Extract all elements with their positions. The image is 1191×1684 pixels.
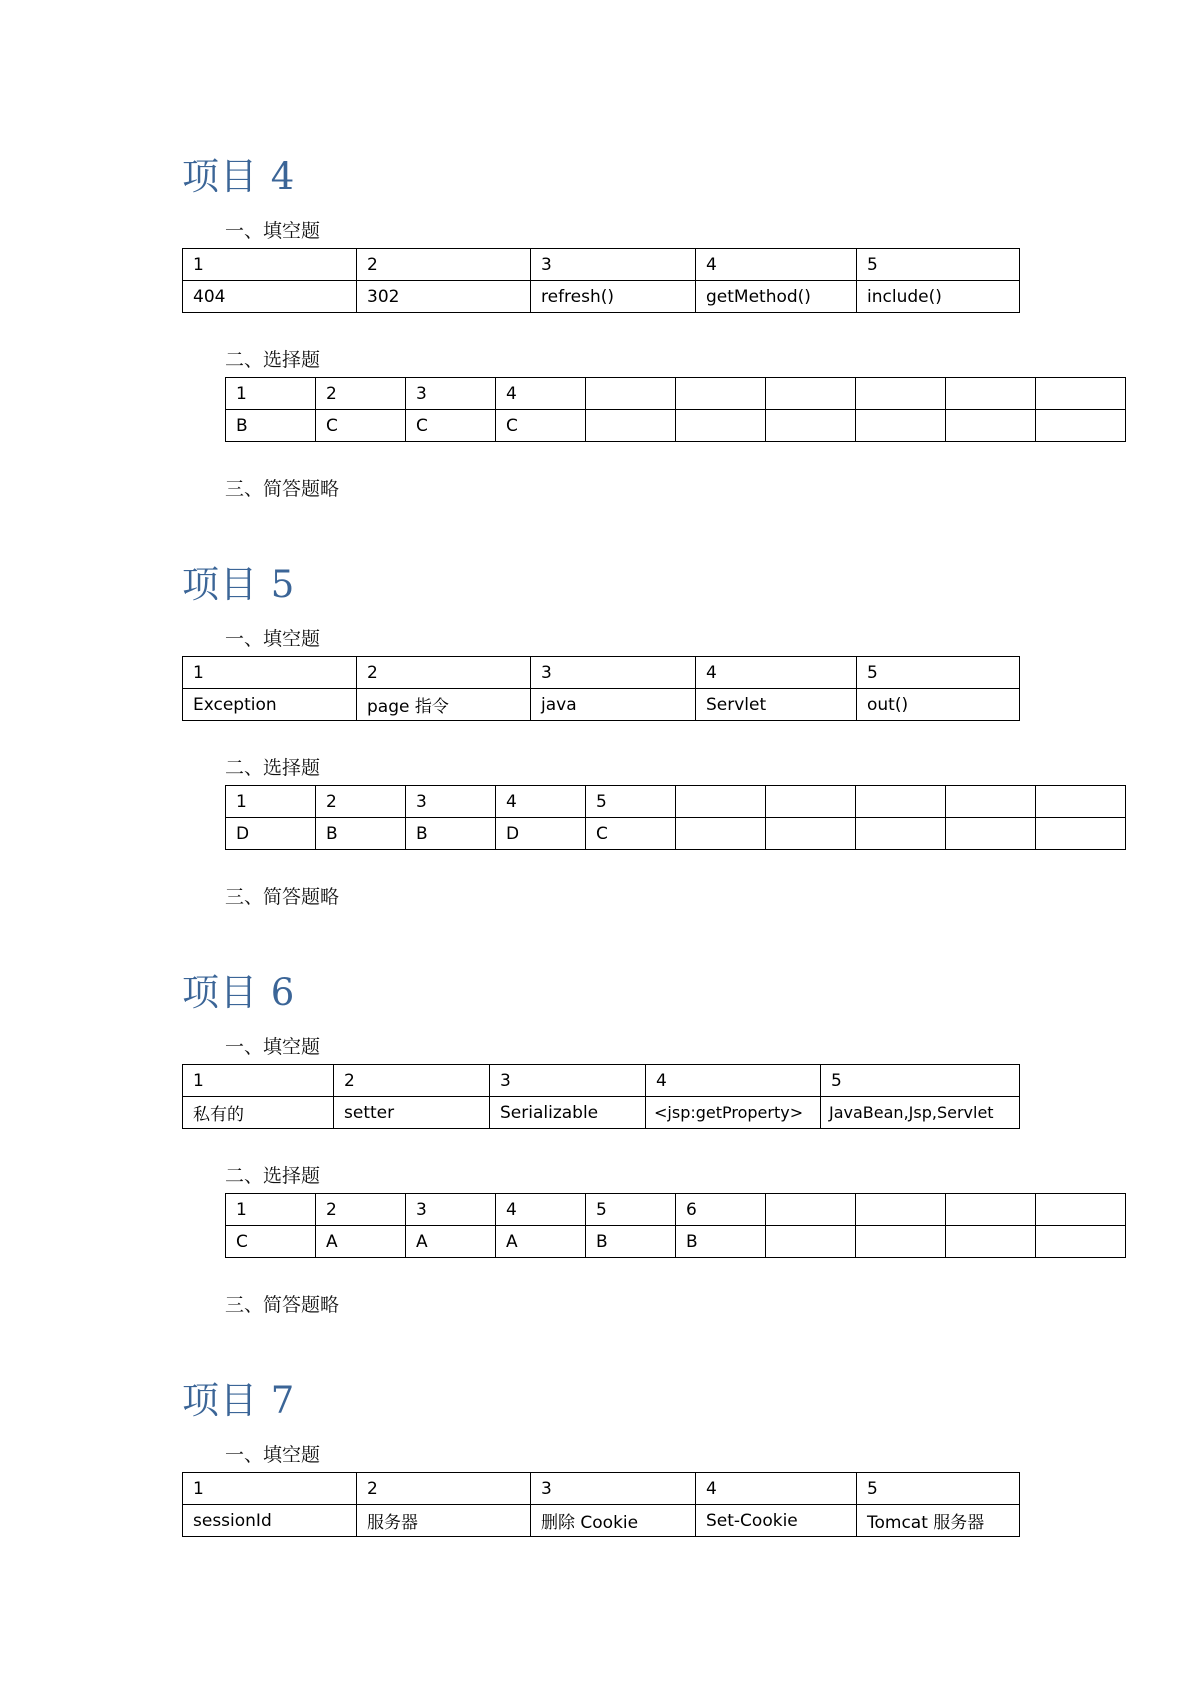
fill-blank-table — [182, 656, 1020, 721]
multiple-choice-table — [225, 377, 1126, 442]
table-row — [183, 1065, 1020, 1097]
table-cell: 私有的 — [183, 1097, 334, 1129]
table-cell: A — [406, 1226, 496, 1258]
project-6-title: 项目 6 — [182, 971, 296, 1014]
table-cell: D — [226, 818, 316, 850]
table-cell — [1036, 818, 1126, 850]
table-cell: getMethod() — [696, 281, 857, 313]
table-cell — [586, 378, 676, 410]
table-row — [183, 249, 1020, 281]
table-cell: 1 — [226, 1194, 316, 1226]
table-cell: 4 — [696, 249, 857, 281]
table-row — [226, 786, 1126, 818]
table-cell: 4 — [496, 1194, 586, 1226]
table-cell — [946, 410, 1036, 442]
table-cell — [856, 786, 946, 818]
table-cell: 1 — [183, 249, 357, 281]
table-cell: B — [406, 818, 496, 850]
table-cell: 3 — [531, 657, 696, 689]
short-answer-label: 三、简答题略 — [225, 1294, 340, 1316]
table-cell — [766, 378, 856, 410]
table-cell: B — [586, 1226, 676, 1258]
table-cell: sessionId — [183, 1505, 357, 1537]
table-cell — [856, 410, 946, 442]
multiple-choice-table — [225, 1193, 1126, 1258]
table-cell: 2 — [357, 657, 531, 689]
table-cell — [856, 378, 946, 410]
project-7-title: 项目 7 — [182, 1379, 296, 1422]
table-cell — [1036, 378, 1126, 410]
table-cell: 1 — [183, 1473, 357, 1505]
table-cell — [856, 1194, 946, 1226]
table-cell: Serializable — [490, 1097, 646, 1129]
fill-blank-table — [182, 248, 1020, 313]
table-cell — [946, 378, 1036, 410]
table-cell — [676, 818, 766, 850]
short-answer-label: 三、简答题略 — [225, 886, 340, 908]
table-cell: A — [316, 1226, 406, 1258]
table-cell: Exception — [183, 689, 357, 721]
fill-blank-table — [182, 1472, 1020, 1537]
table-cell: B — [316, 818, 406, 850]
table-cell: out() — [857, 689, 1020, 721]
table-cell: JavaBean,Jsp,Servlet — [821, 1097, 1020, 1129]
table-row — [183, 1473, 1020, 1505]
table-row — [183, 689, 1020, 721]
table-cell — [1036, 1194, 1126, 1226]
table-row — [183, 281, 1020, 313]
table-cell: Tomcat 服务器 — [857, 1505, 1020, 1537]
table-cell: 2 — [316, 786, 406, 818]
table-row — [226, 1194, 1126, 1226]
table-cell: A — [496, 1226, 586, 1258]
table-cell: 302 — [357, 281, 531, 313]
table-cell: B — [226, 410, 316, 442]
table-cell: 1 — [226, 378, 316, 410]
project-4-title: 项目 4 — [182, 155, 296, 198]
table-cell — [946, 818, 1036, 850]
table-cell — [766, 1226, 856, 1258]
table-cell: 删除 Cookie — [531, 1505, 696, 1537]
multiple-choice-table — [225, 785, 1126, 850]
fill-blank-label: 一、填空题 — [225, 628, 321, 650]
project-5-title: 项目 5 — [182, 563, 296, 606]
table-cell: C — [586, 818, 676, 850]
multiple-choice-label: 二、选择题 — [225, 349, 321, 371]
table-cell: B — [676, 1226, 766, 1258]
fill-blank-label: 一、填空题 — [225, 1036, 321, 1058]
table-cell — [766, 786, 856, 818]
table-cell — [856, 1226, 946, 1258]
table-cell — [586, 410, 676, 442]
table-cell: 5 — [821, 1065, 1020, 1097]
multiple-choice-label: 二、选择题 — [225, 1165, 321, 1187]
table-cell: 4 — [696, 1473, 857, 1505]
table-cell — [1036, 786, 1126, 818]
table-cell: C — [496, 410, 586, 442]
table-cell: C — [226, 1226, 316, 1258]
table-cell: 2 — [316, 378, 406, 410]
table-cell: setter — [334, 1097, 490, 1129]
table-row — [183, 1505, 1020, 1537]
table-cell: 2 — [357, 1473, 531, 1505]
table-cell — [766, 410, 856, 442]
table-cell: 3 — [406, 1194, 496, 1226]
table-cell: 1 — [226, 786, 316, 818]
table-cell: 5 — [857, 657, 1020, 689]
table-cell — [766, 1194, 856, 1226]
table-cell: refresh() — [531, 281, 696, 313]
table-cell: D — [496, 818, 586, 850]
table-cell: 5 — [857, 249, 1020, 281]
table-cell — [856, 818, 946, 850]
table-cell: java — [531, 689, 696, 721]
table-cell: include() — [857, 281, 1020, 313]
table-row — [226, 410, 1126, 442]
table-cell: 3 — [490, 1065, 646, 1097]
table-cell: 4 — [496, 786, 586, 818]
table-cell: C — [406, 410, 496, 442]
fill-blank-label: 一、填空题 — [225, 220, 321, 242]
table-cell: 6 — [676, 1194, 766, 1226]
table-cell — [676, 786, 766, 818]
table-cell: 2 — [334, 1065, 490, 1097]
table-cell — [676, 378, 766, 410]
table-cell: 3 — [531, 249, 696, 281]
table-row — [226, 1226, 1126, 1258]
fill-blank-table — [182, 1064, 1020, 1129]
table-cell: 1 — [183, 657, 357, 689]
short-answer-label: 三、简答题略 — [225, 478, 340, 500]
table-cell: page 指令 — [357, 689, 531, 721]
table-cell: 404 — [183, 281, 357, 313]
table-cell — [1036, 410, 1126, 442]
table-cell: Servlet — [696, 689, 857, 721]
table-cell: 3 — [406, 378, 496, 410]
table-row — [183, 1097, 1020, 1129]
table-cell: 2 — [316, 1194, 406, 1226]
table-cell — [1036, 1226, 1126, 1258]
table-cell: 4 — [646, 1065, 821, 1097]
table-cell: 5 — [857, 1473, 1020, 1505]
table-cell: 2 — [357, 249, 531, 281]
table-cell — [946, 1194, 1036, 1226]
table-cell: 4 — [496, 378, 586, 410]
table-cell: <jsp:getProperty> — [646, 1097, 821, 1129]
table-cell: 4 — [696, 657, 857, 689]
table-cell — [946, 1226, 1036, 1258]
table-cell: 5 — [586, 1194, 676, 1226]
fill-blank-label: 一、填空题 — [225, 1444, 321, 1466]
table-cell: 服务器 — [357, 1505, 531, 1537]
table-cell — [766, 818, 856, 850]
table-cell — [946, 786, 1036, 818]
table-cell: Set-Cookie — [696, 1505, 857, 1537]
table-cell: 3 — [406, 786, 496, 818]
table-row — [183, 657, 1020, 689]
table-cell: 5 — [586, 786, 676, 818]
table-row — [226, 818, 1126, 850]
table-row — [226, 378, 1126, 410]
table-cell: C — [316, 410, 406, 442]
table-cell — [676, 410, 766, 442]
table-cell: 3 — [531, 1473, 696, 1505]
table-cell: 1 — [183, 1065, 334, 1097]
multiple-choice-label: 二、选择题 — [225, 757, 321, 779]
